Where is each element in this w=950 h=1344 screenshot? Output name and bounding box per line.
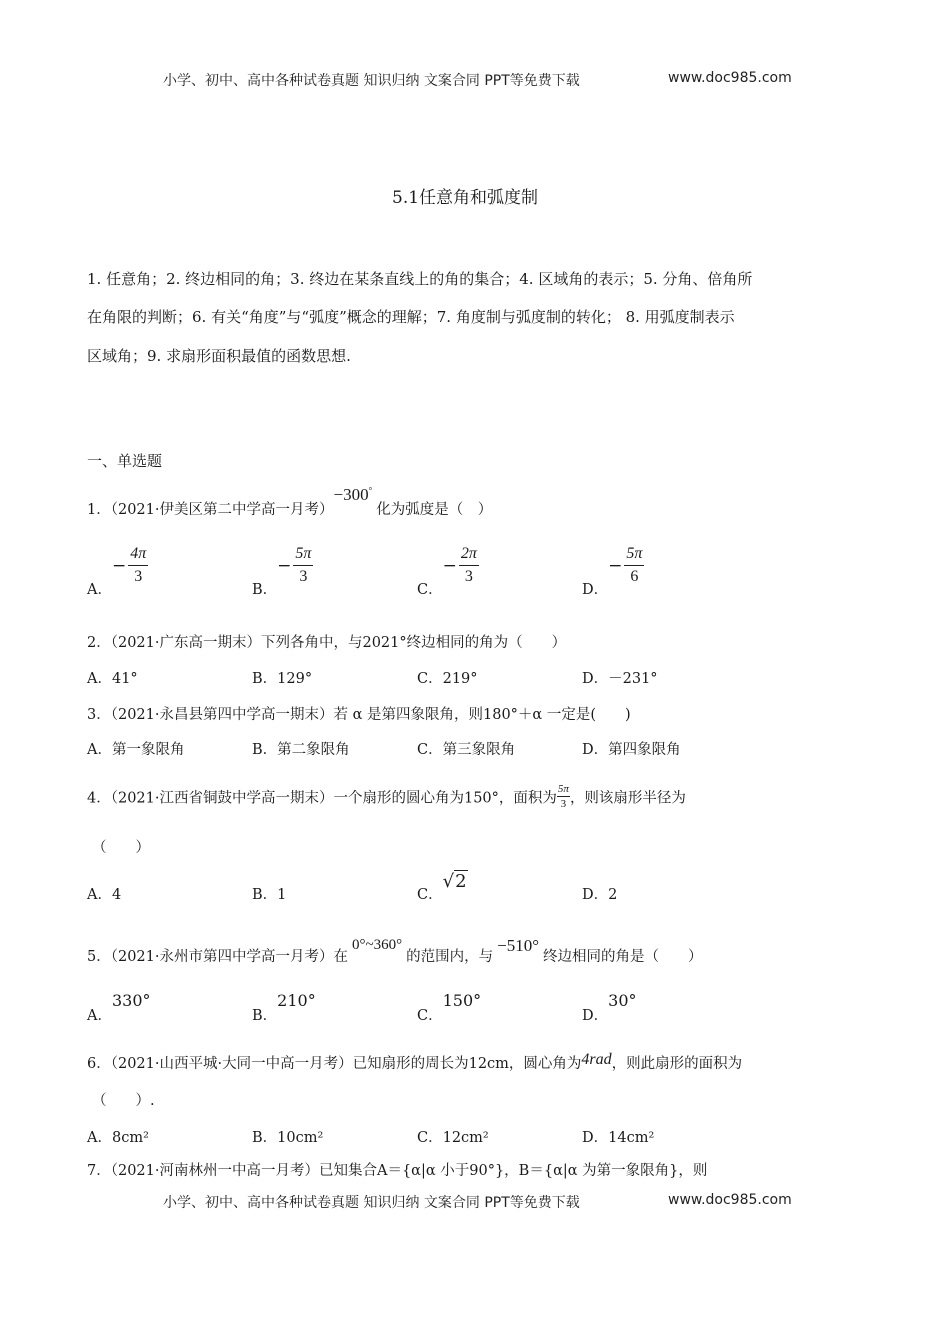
q6-suffix: ，则此扇形的面积为	[611, 1056, 743, 1072]
q5-option-d[interactable]	[582, 991, 637, 1025]
q5-option-a[interactable]	[87, 991, 151, 1025]
q4-option-c-value: 2	[455, 871, 467, 892]
q1-option-c-num: 2π	[459, 545, 479, 566]
question-5	[87, 936, 703, 966]
question-4	[87, 785, 686, 812]
question-1	[87, 485, 493, 519]
q5-option-b-label: B．	[252, 1008, 278, 1024]
q1-option-d-fraction	[624, 545, 644, 586]
q2-option-d[interactable]: D．－231°	[582, 671, 658, 687]
q5-option-d-label: D．	[582, 1008, 609, 1024]
q5-option-b-value: 210°	[277, 991, 316, 1010]
q1-option-b-sign: −	[277, 555, 292, 576]
q5-mid: 的范围内，与	[406, 949, 494, 965]
q6-option-c[interactable]: C．12cm²	[417, 1130, 489, 1146]
q1-option-c[interactable]	[417, 545, 479, 598]
q6-option-b[interactable]: B．10cm²	[252, 1130, 324, 1146]
q1-angle-degree: °	[368, 485, 373, 496]
q6-prefix: 6．（2021·山西平城·大同一中高一月考）已知扇形的周长为12cm，圆心角为	[87, 1056, 582, 1072]
q5-suffix: 终边相同的角是（ ）	[543, 949, 703, 965]
header-site-link[interactable]: www.doc985.com	[668, 70, 792, 86]
q4-option-c[interactable]	[417, 871, 468, 904]
q1-option-c-fraction	[459, 545, 479, 586]
q5-option-a-label: A．	[87, 1008, 112, 1024]
q1-option-b-num: 5π	[293, 545, 313, 566]
q4-suffix: ，则该扇形半径为	[569, 790, 686, 807]
q1-option-d-num: 5π	[624, 545, 644, 566]
intro-line-3: 区域角；9. 求扇形面积最值的函数思想.	[87, 347, 351, 365]
q4-paren: （ ）	[92, 840, 150, 856]
q3-option-b[interactable]: B．第二象限角	[252, 742, 350, 758]
q4-area-fraction	[557, 783, 570, 810]
q4-option-a[interactable]: A．4	[87, 887, 122, 903]
q6-option-a[interactable]: A．8cm²	[87, 1130, 149, 1146]
q4-option-b[interactable]: B．1	[252, 887, 287, 903]
q4-area-num: 5π	[557, 783, 569, 795]
q5-option-b[interactable]	[252, 991, 316, 1025]
question-2: 2．（2021·广东高一期末）下列各角中，与2021°终边相同的角为（ ）	[87, 635, 567, 651]
q3-option-d[interactable]: D．第四象限角	[582, 742, 681, 758]
q1-option-a-num: 4π	[128, 545, 148, 566]
q2-option-a[interactable]: A．41°	[87, 671, 138, 687]
q3-option-a[interactable]: A．第一象限角	[87, 742, 185, 758]
q1-suffix: 化为弧度是（ ）	[376, 502, 493, 518]
page-title: 5.1任意角和弧度制	[392, 188, 539, 208]
sqrt-icon: √2	[442, 871, 467, 892]
footer-tagline: 小学、初中、高中各种试卷真题 知识归纳 文案合同 PPT等免费下载	[163, 1195, 580, 1211]
q2-option-b[interactable]: B．129°	[252, 671, 313, 687]
q4-area-den: 3	[560, 798, 567, 810]
q1-option-a-label: A．	[87, 581, 112, 598]
q1-prefix: 1．（2021·伊美区第二中学高一月考）	[87, 502, 334, 518]
q1-option-d[interactable]	[582, 545, 644, 598]
q6-paren: （ ）.	[92, 1093, 155, 1109]
q1-option-c-label: C．	[417, 581, 443, 598]
intro-line-2: 在角限的判断；6. 有关“角度”与“弧度”概念的理解；7. 角度制与弧度制的转化； 8. 用弧度制表示	[87, 308, 735, 326]
q4-option-d[interactable]: D．2	[582, 887, 618, 903]
q5-angle: −510°	[497, 936, 540, 955]
q6-angle: 4rad	[581, 1051, 612, 1068]
q2-option-c[interactable]: C．219°	[417, 671, 478, 687]
q3-option-c[interactable]: C．第三象限角	[417, 742, 516, 758]
q4-prefix: 4．（2021·江西省铜鼓中学高一期末）一个扇形的圆心角为150°，面积为	[87, 790, 557, 807]
q5-option-a-value: 330°	[111, 991, 151, 1010]
header-tagline: 小学、初中、高中各种试卷真题 知识归纳 文案合同 PPT等免费下载	[163, 73, 580, 89]
intro-line-1: 1. 任意角；2. 终边相同的角；3. 终边在某条直线上的角的集合；4. 区域角的表示；5. 分角、倍角所	[87, 270, 753, 288]
q5-prefix: 5．（2021·永州市第四中学高一月考）在	[87, 949, 348, 965]
q5-option-c-label: C．	[417, 1008, 443, 1024]
q1-option-b-den: 3	[299, 568, 308, 585]
question-7: 7．（2021·河南林州一中高一月考）已知集合A＝{α|α 小于90°}，B＝{α|α 为第一象限角}，则	[87, 1163, 708, 1179]
section-heading: 一、单选题	[87, 452, 163, 470]
q1-option-d-den: 6	[630, 568, 639, 585]
footer-site-link[interactable]: www.doc985.com	[668, 1192, 792, 1208]
q5-option-c[interactable]	[417, 991, 482, 1025]
q1-option-d-sign: −	[608, 555, 623, 576]
q1-option-c-sign: −	[442, 555, 457, 576]
q1-option-b-label: B．	[252, 581, 278, 598]
q1-option-a-den: 3	[134, 568, 143, 585]
q4-option-c-label: C．	[417, 887, 443, 903]
q1-option-a-fraction	[128, 545, 148, 586]
question-6	[87, 1052, 742, 1073]
q6-option-d[interactable]: D．14cm²	[582, 1130, 655, 1146]
q1-angle	[334, 485, 373, 504]
question-3: 3．（2021·永昌县第四中学高一期末）若 α 是第四象限角，则180°＋α 一定是( )	[87, 707, 631, 723]
q1-option-c-den: 3	[464, 568, 473, 585]
q1-option-a-sign: −	[111, 555, 127, 576]
q1-option-b[interactable]	[252, 545, 313, 598]
q5-range: 0°~360°	[352, 937, 403, 953]
q1-option-d-label: D．	[582, 581, 609, 598]
q5-option-d-value: 30°	[608, 991, 637, 1010]
q1-option-b-fraction	[293, 545, 313, 586]
q5-option-c-value: 150°	[442, 991, 482, 1010]
q1-angle-value: −300	[333, 485, 369, 504]
q1-option-a[interactable]	[87, 545, 148, 598]
